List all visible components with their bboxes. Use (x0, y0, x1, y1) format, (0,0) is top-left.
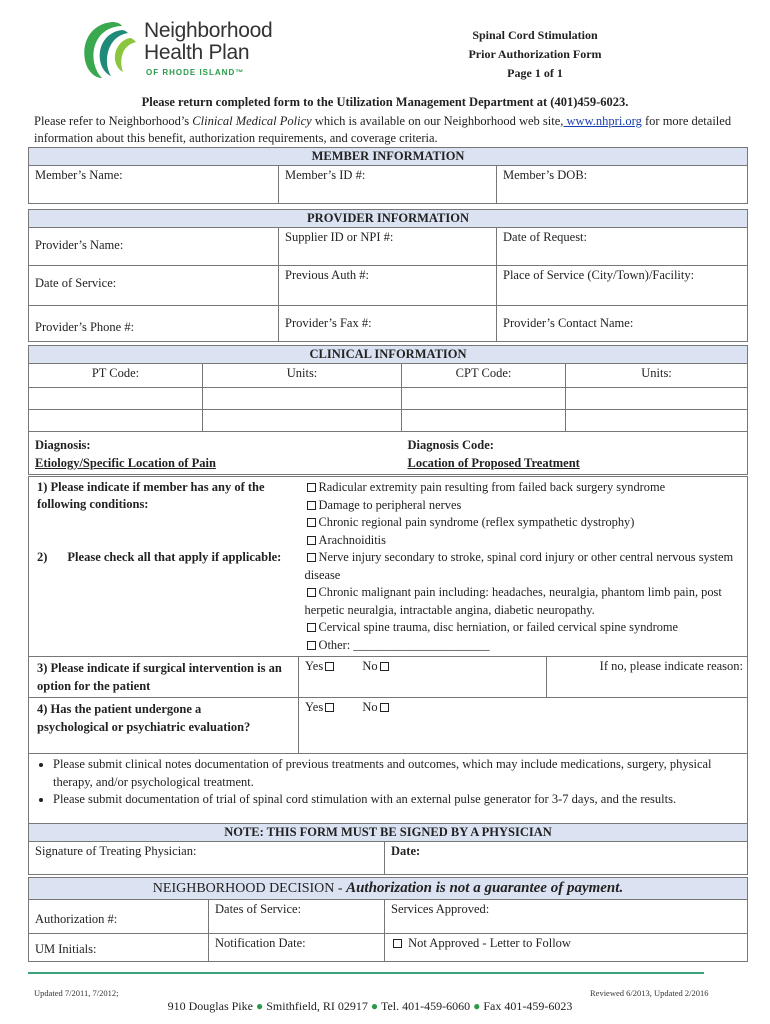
footer-divider (28, 972, 704, 974)
form-subtitle: Prior Authorization Form (468, 47, 602, 61)
section-title-provider: PROVIDER INFORMATION (29, 210, 748, 228)
evaluation-yes-checkbox[interactable] (325, 703, 334, 712)
authorization-number-field[interactable]: Authorization #: (29, 900, 209, 934)
note-item: • Please submit clinical notes documentation of previous treatments and outcomes, which may include medications, surgery, physical therapy, and/or psychological treatment. (53, 756, 739, 791)
signature-table (28, 823, 748, 875)
surgical-yes-checkbox[interactable] (325, 662, 334, 671)
pt-code-cell[interactable] (29, 388, 203, 410)
not-approved-option: Not Approved - Letter to Follow (385, 934, 748, 962)
provider-contact-field[interactable]: Provider’s Contact Name: (497, 306, 748, 342)
condition-checkbox[interactable] (307, 588, 316, 597)
surgical-option-choices: Yes No (299, 657, 547, 698)
services-approved-field[interactable]: Services Approved: (385, 900, 748, 934)
form-title: Spinal Cord Stimulation (472, 28, 598, 42)
condition-item: Nerve injury secondary to stroke, spinal cord injury or other central nervous system disease (304, 550, 734, 582)
not-approved-checkbox[interactable] (393, 939, 402, 948)
condition-item: Radicular extremity pain resulting from failed back surgery syndrome (305, 479, 742, 497)
signature-date-field[interactable]: Date: (385, 842, 748, 875)
section-title-signature: NOTE: THIS FORM MUST BE SIGNED BY A PHYSICIAN (29, 824, 748, 842)
provider-info-table (28, 209, 748, 342)
bullet-icon: ● (255, 999, 264, 1013)
units-cell[interactable] (566, 410, 748, 432)
physician-signature-field[interactable]: Signature of Treating Physician: (29, 842, 385, 875)
section-title-decision: NEIGHBORHOOD DECISION - Authorization is not a guarantee of payment. (29, 878, 748, 900)
cpt-code-cell[interactable] (402, 388, 566, 410)
section-title-member: MEMBER INFORMATION (29, 148, 748, 166)
dates-of-service-field[interactable]: Dates of Service: (209, 900, 385, 934)
clinical-info-table (28, 345, 748, 475)
question-3: 3) Please indicate if surgical intervention is an option for the patient (29, 657, 299, 698)
condition-item: Other: ______________________ (305, 637, 742, 655)
condition-checkbox[interactable] (307, 483, 316, 492)
um-initials-field[interactable]: UM Initials: (29, 934, 209, 962)
section-title-clinical: CLINICAL INFORMATION (29, 346, 748, 364)
member-dob-field[interactable]: Member’s DOB: (497, 166, 748, 204)
note-item: • Please submit documentation of trial of spinal cord stimulation with an external pulse generator for 3-7 days, and the results. (53, 791, 739, 809)
conditions-table (28, 476, 748, 824)
place-of-service-field[interactable]: Place of Service (City/Town)/Facility: (497, 266, 748, 306)
return-instruction: Please return completed form to the Utilization Management Department at (401)459-6023. (141, 95, 629, 109)
provider-phone-field[interactable]: Provider’s Phone #: (29, 306, 279, 342)
questions-1-2 (29, 477, 299, 657)
decision-table (28, 877, 748, 962)
date-of-service-field[interactable]: Date of Service: (29, 266, 279, 306)
units-cell[interactable] (203, 388, 402, 410)
provider-npi-field[interactable]: Supplier ID or NPI #: (279, 228, 497, 266)
condition-checkbox[interactable] (307, 623, 316, 632)
units-header-1: Units: (203, 364, 402, 388)
cpt-code-cell[interactable] (402, 410, 566, 432)
org-subtitle: OF RHODE ISLAND™ (146, 68, 245, 77)
member-info-table (28, 147, 748, 204)
question-2: 2) Please check all that apply if applicable: (37, 550, 282, 564)
policy-reference: Please refer to Neighborhood’s Clinical Medical Policy which is available on our Neighborhood web site, www.nhpri.org for more detailed information about this benefit, authorization requirements, and coverage criteria. (34, 114, 732, 145)
notification-date-field[interactable]: Notification Date: (209, 934, 385, 962)
condition-checkbox[interactable] (307, 553, 316, 562)
condition-item: Arachnoiditis (305, 532, 742, 550)
diagnosis-code-field[interactable]: Diagnosis Code: Location of Proposed Treatment (402, 432, 748, 475)
nhp-logo (78, 18, 308, 80)
previous-auth-field[interactable]: Previous Auth #: (279, 266, 497, 306)
pt-code-cell[interactable] (29, 410, 203, 432)
question-4: 4) Has the patient undergone a psychological or psychiatric evaluation? (29, 698, 299, 754)
member-id-field[interactable]: Member’s ID #: (279, 166, 497, 204)
org-name: Neighborhood Health Plan (144, 19, 273, 64)
condition-item: Chronic malignant pain including: headaches, neuralgia, phantom limb pain, post herpetic neuralgia, intractable angina, diabetic neuropathy. (304, 585, 722, 617)
evaluation-no-checkbox[interactable] (380, 703, 389, 712)
units-header-2: Units: (566, 364, 748, 388)
condition-item: Cervical spine trauma, disc herniation, or failed cervical spine syndrome (305, 619, 742, 637)
updated-note: Updated 7/2011, 7/2012; (34, 988, 119, 998)
units-cell[interactable] (203, 410, 402, 432)
page-number: Page 1 of 1 (507, 66, 563, 80)
bullet-icon: ● (370, 999, 379, 1013)
provider-name-field[interactable]: Provider’s Name: (29, 228, 279, 266)
provider-fax-field[interactable]: Provider’s Fax #: (279, 306, 497, 342)
diagnosis-field[interactable]: Diagnosis: Etiology/Specific Location of Pain (29, 432, 402, 475)
condition-checkbox[interactable] (307, 518, 316, 527)
evaluation-choices: Yes No (299, 698, 748, 754)
footer-address: 910 Douglas Pike ● Smithfield, RI 02917 ● Tel. 401-459-6060 ● Fax 401-459-6023 (167, 999, 573, 1013)
question-1: 1) Please indicate if member has any of the following conditions: (37, 480, 265, 511)
reviewed-note: Reviewed 6/2013, Updated 2/2016 (590, 988, 709, 998)
conditions-list (299, 477, 748, 657)
notes-section (29, 754, 748, 824)
bullet-icon: ● (473, 999, 481, 1013)
condition-checkbox[interactable] (307, 536, 316, 545)
if-no-reason-field[interactable]: If no, please indicate reason: (547, 657, 748, 698)
units-cell[interactable] (566, 388, 748, 410)
condition-item: Damage to peripheral nerves (305, 497, 742, 515)
member-name-field[interactable]: Member’s Name: (29, 166, 279, 204)
condition-checkbox[interactable] (307, 501, 316, 510)
condition-checkbox[interactable] (307, 641, 316, 650)
website-link[interactable]: www.nhpri.org (563, 114, 642, 128)
pt-code-header: PT Code: (29, 364, 203, 388)
surgical-no-checkbox[interactable] (380, 662, 389, 671)
condition-item: Chronic regional pain syndrome (reflex sympathetic dystrophy) (305, 514, 742, 532)
logo-swoosh-icon (78, 18, 142, 80)
form-header (440, 26, 630, 83)
date-of-request-field[interactable]: Date of Request: (497, 228, 748, 266)
cpt-code-header: CPT Code: (402, 364, 566, 388)
